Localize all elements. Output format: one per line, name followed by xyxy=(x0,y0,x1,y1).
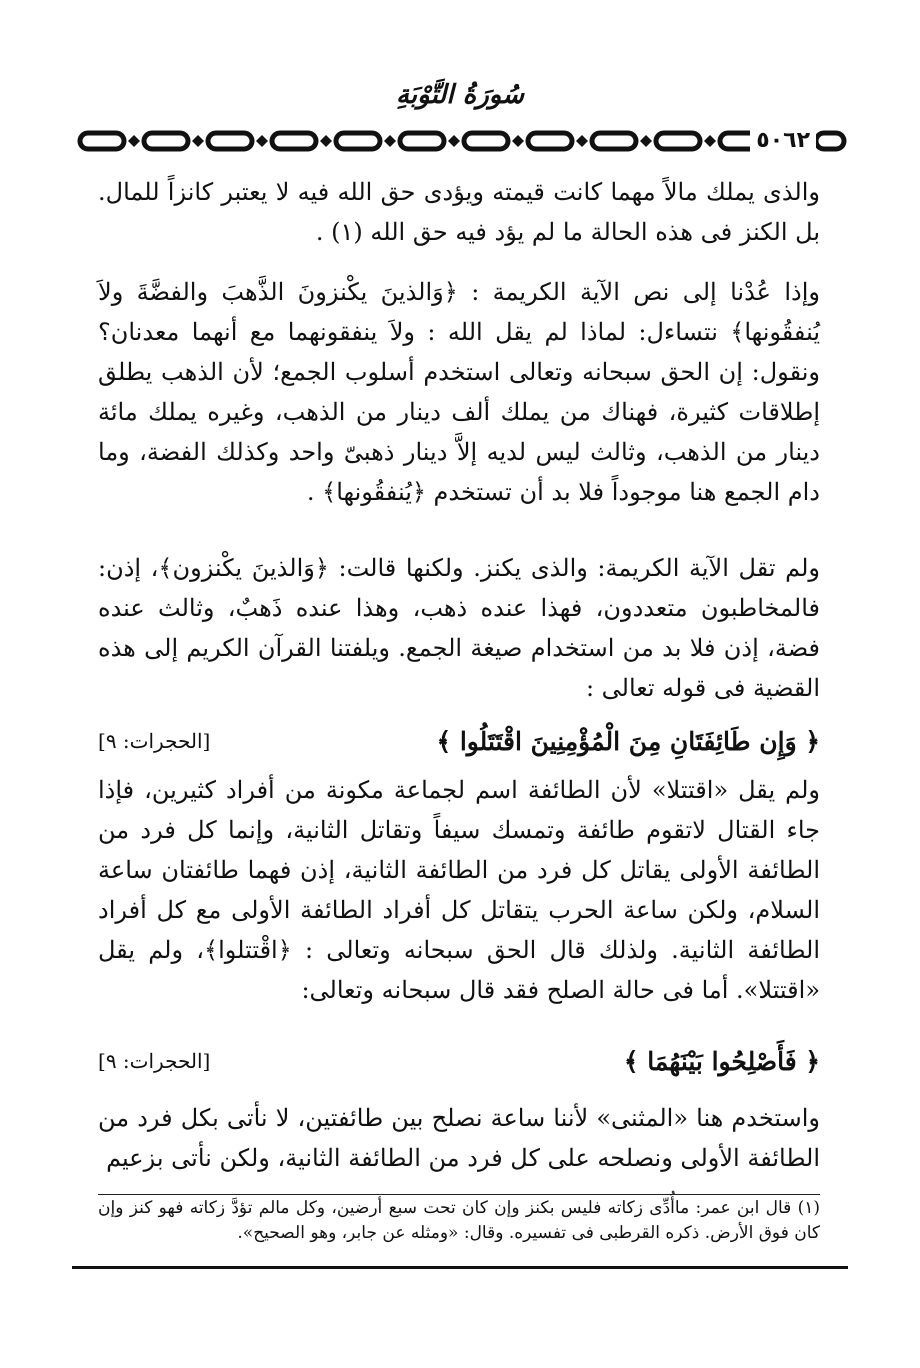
page-number: ٥٠٦٢ xyxy=(750,124,816,158)
verse-text: ﴿ فَأَصْلِحُوا بَيْنَهُمَا ﴾ xyxy=(623,1046,820,1076)
paragraph-1: والذى يملك مالاً مهما كانت قيمته ويؤدى حق الله فيه لا يعتبر كانزاً للمال. بل الكنز فى هذه الحالة ما لم يؤد فيه حق الله (١) . xyxy=(98,178,820,246)
verse-text: ﴿ وَإِن طَائِفَتَانِ مِنَ الْمُؤْمِنِينَ اقْتَتَلُوا ﴾ xyxy=(436,726,820,756)
paragraph-2: وإذا عُدْنا إلى نص الآية الكريمة : ﴿وَالذينَ يكْنزونَ الذَّهبَ والفضَّةَ ولاَ يُنفقُونها﴾ نتساءل: لماذا لم يقل الله : ولاَ ينفقونهما مع أنهما معدنان؟ ونقول: إن الحق سبحانه وتعالى استخدم أسلوب الجمع؛ لأن الذهب يطلق إطلاقات كثيرة، فهناك من يملك ألف دينار من الذهب، وغيره يملك مائة دينار من الذهب، وثالث ليس لديه إلاَّ دينار ذهبىّ واحد وكذلك الفضة، وما دام الجمع هنا موجوداً فلا بد أن تستخدم ﴿يُنفقُونها﴾ . xyxy=(98,278,820,506)
quran-verse-2 xyxy=(98,1040,820,1082)
decorative-border xyxy=(72,124,848,158)
bottom-rule xyxy=(72,1266,848,1269)
footnote-separator xyxy=(98,1194,820,1195)
chain-ornament-icon xyxy=(72,124,848,158)
verse-reference: [الحجرات: ٩] xyxy=(98,729,211,753)
verse-reference: [الحجرات: ٩] xyxy=(98,1049,211,1073)
paragraph-5: واستخدم هنا «المثنى» لأننا ساعة نصلح بين طائفتين، لا نأتى بكل فرد من الطائفة الأولى ونصلحه على كل فرد من الطائفة الثانية، ولكن نأتى بزعيم xyxy=(98,1104,820,1172)
paragraph-4: ولم يقل «اقتتلا» لأن الطائفة اسم لجماعة مكونة من أفراد كثيرين، فإذا جاء القتال لاتقوم طائفة وتمسك سيفاً وتقاتل الثانية، وإنما كل فرد من الطائفة الأولى يقاتل كل فرد من الطائفة الثانية، إذن فهما طائفتان ساعة السلام، ولكن ساعة الحرب يتقاتل كل أفراد الطائفة الأولى مع كل أفراد الطائفة الثانية. ولذلك قال الحق سبحانه وتعالى : ﴿اقْتتلوا﴾، ولم يقل «اقتتلا». أما فى حالة الصلح فقد قال سبحانه وتعالى: xyxy=(98,776,821,1004)
surah-title: سُورَةُ التَّوْبَةِ xyxy=(395,80,525,110)
quran-verse-1 xyxy=(98,720,820,762)
footnote: (١) قال ابن عمر: ماأُدِّى زكاته فليس بكنز وإن كان تحت سبع أرضين، وكل مالم تؤدَّ زكاته فهو كنز وإن كان فوق الأرض. ذكره القرطبى فى تفسيره. وقال: «ومثله عن جابر، وهو الصحيح». xyxy=(98,1198,820,1243)
paragraph-3: ولم تقل الآية الكريمة: والذى يكنز. ولكنها قالت: ﴿وَالذينَ يكْنزون﴾، إذن: فالمخاطبون متعددون، فهذا عنده ذهب، وهذا عنده ذَهبٌ، وثالث عنده فضة، إذن فلا بد من استخدام صيغة الجمع. ويلفتنا القرآن الكريم إلى هذه القضية فى قوله تعالى : xyxy=(98,554,820,702)
